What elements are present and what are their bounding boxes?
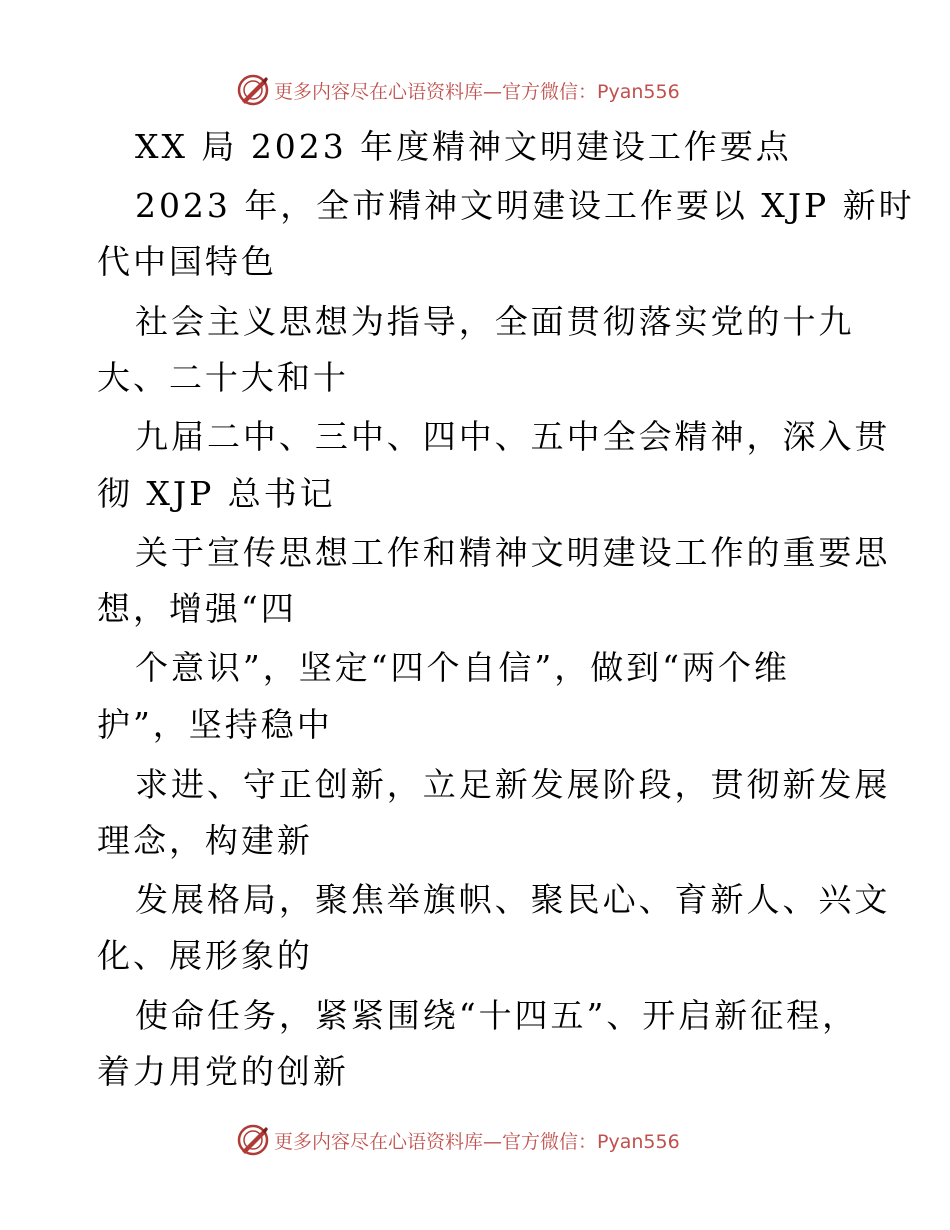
text-line: 发展格局，聚焦举旗帜、聚民心、育新人、兴文 [135, 880, 891, 919]
text-line: 使命任务，紧紧围绕“十四五”、开启新征程， [135, 996, 859, 1035]
text-line: 代中国特色 [97, 242, 277, 281]
text-line: 护”，坚持稳中 [97, 705, 333, 744]
text-line: 求进、守正创新，立足新发展阶段，贯彻新发展 [135, 765, 891, 804]
text-line: 大、二十大和十 [97, 358, 349, 397]
text-line: 九届二中、三中、四中、五中全会精神，深入贯 [135, 417, 891, 456]
header-banner-text: 更多内容尽在心语资料库—官方微信：Pyan556 [274, 80, 680, 103]
text-line: 社会主义思想为指导，全面贯彻落实党的十九 [135, 302, 855, 341]
text-line: 理念，构建新 [97, 821, 313, 860]
footer-banner [236, 1122, 680, 1158]
document-title: XX 局 2023 年度精神文明建设工作要点 [135, 127, 792, 166]
text-line: 彻 XJP 总书记 [97, 474, 336, 513]
text-line: 个意识”，坚定“四个自信”，做到“两个维 [135, 648, 790, 687]
text-line: 关于宣传思想工作和精神文明建设工作的重要思 [135, 533, 891, 572]
footer-banner-text: 更多内容尽在心语资料库—官方微信：Pyan556 [274, 1130, 680, 1153]
text-line: 化、展形象的 [97, 936, 313, 975]
pen-seal-icon [236, 73, 270, 107]
text-line: 想，增强“四 [97, 589, 297, 628]
pen-seal-icon [236, 1123, 270, 1157]
text-line: 2023 年，全市精神文明建设工作要以 XJP 新时 [135, 186, 915, 225]
text-line: 着力用党的创新 [97, 1052, 349, 1091]
header-banner [236, 72, 680, 108]
